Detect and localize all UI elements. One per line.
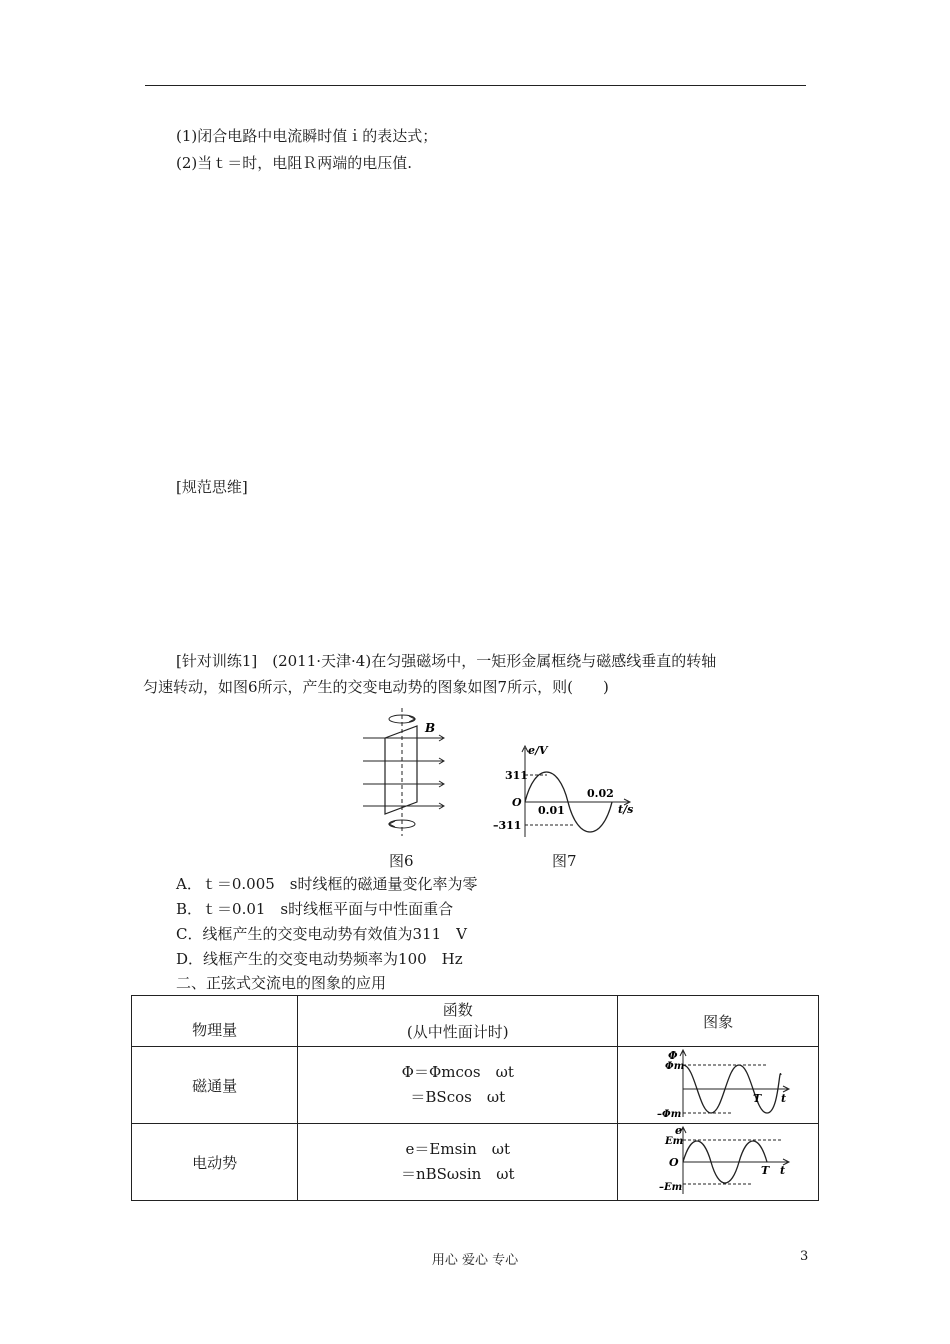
g1-y-label: Φ — [668, 1049, 678, 1062]
option-a: A．ｔ＝0.005 s时线框的磁通量变化率为零 — [176, 875, 478, 893]
option-d: D．线框产生的交变电动势频率为100 Hz — [176, 950, 463, 968]
norm-thinking-label: [规范思维] — [176, 478, 248, 496]
g2-max-label: Em — [665, 1136, 684, 1147]
footer-motto: 用心 爱心 专心 — [431, 1253, 519, 1268]
g1-t-period: T — [753, 1092, 762, 1105]
header-function-title: 函数 — [442, 1001, 473, 1019]
training-line-2: 匀速转动，如图6所示，产生的交变电动势的图象如图7所示，则( ) — [143, 678, 609, 696]
figure-7-sine-graph — [490, 742, 645, 842]
header-quantity: 物理量 — [132, 996, 298, 1047]
question-1: (1)闭合电路中电流瞬时值ｉ的表达式； — [176, 127, 438, 145]
row-emf-f1: e＝Emsin ωt — [405, 1140, 510, 1158]
question-2: (2)当ｔ＝时，电阻Ｒ两端的电压值. — [176, 154, 413, 172]
row-emf-function — [298, 1124, 618, 1201]
g2-y-label: e — [675, 1124, 683, 1137]
g2-origin-label: O — [669, 1156, 679, 1169]
page-number: 3 — [800, 1249, 809, 1264]
row-flux-function — [298, 1047, 618, 1124]
option-c: C．线框产生的交变电动势有效值为311 V — [176, 925, 467, 943]
header-graph: 图象 — [618, 996, 819, 1047]
fig7-min-label: –311 — [493, 819, 522, 832]
header-rule — [145, 85, 806, 86]
g2-t-period: T — [761, 1164, 770, 1177]
fig7-max-label: 311 — [505, 769, 528, 782]
g1-max-label: Φm — [665, 1061, 685, 1072]
section-title: 二、正弦式交流电的图象的应用 — [176, 974, 387, 992]
g1-min-label: –Φm — [657, 1109, 682, 1119]
fig7-origin-label: O — [512, 796, 522, 809]
flux-cos-graph — [643, 1047, 793, 1119]
row-emf-f2: ＝nBSωsin ωt — [400, 1165, 515, 1183]
figure-7-caption: 图7 — [552, 852, 577, 870]
row-flux-graph-cell — [618, 1047, 819, 1124]
figure-6-caption: 图6 — [389, 852, 414, 870]
g2-t-axis: t — [780, 1164, 786, 1177]
row-flux-f1: Φ＝Φmcos ωt — [401, 1063, 514, 1081]
sine-ac-table — [131, 995, 819, 1201]
fig7-x-label: t/s — [618, 803, 634, 816]
header-function-note: (从中性面计时) — [406, 1023, 509, 1041]
fig7-tick-002: 0.02 — [587, 787, 614, 800]
row-emf-name: 电动势 — [132, 1124, 298, 1201]
figure-6-rotating-frame — [355, 706, 450, 838]
emf-sin-graph — [643, 1124, 793, 1196]
fig7-tick-001: 0.01 — [538, 804, 565, 817]
row-flux-name: 磁通量 — [132, 1047, 298, 1124]
g1-t-axis: t — [781, 1092, 787, 1105]
training-line-1: [针对训练1] (2011·天津·4)在匀强磁场中，一矩形金属框绕与磁感线垂直的转轴 — [176, 652, 717, 670]
fig7-y-label: e/V — [528, 744, 548, 757]
g2-min-label: –Em — [659, 1182, 683, 1193]
option-b: B．ｔ＝0.01 s时线框平面与中性面重合 — [176, 900, 454, 918]
header-function — [298, 996, 618, 1047]
row-flux-f2: ＝BScos ωt — [410, 1088, 506, 1106]
fig6-b-label: B — [425, 721, 436, 735]
row-emf-graph-cell — [618, 1124, 819, 1201]
